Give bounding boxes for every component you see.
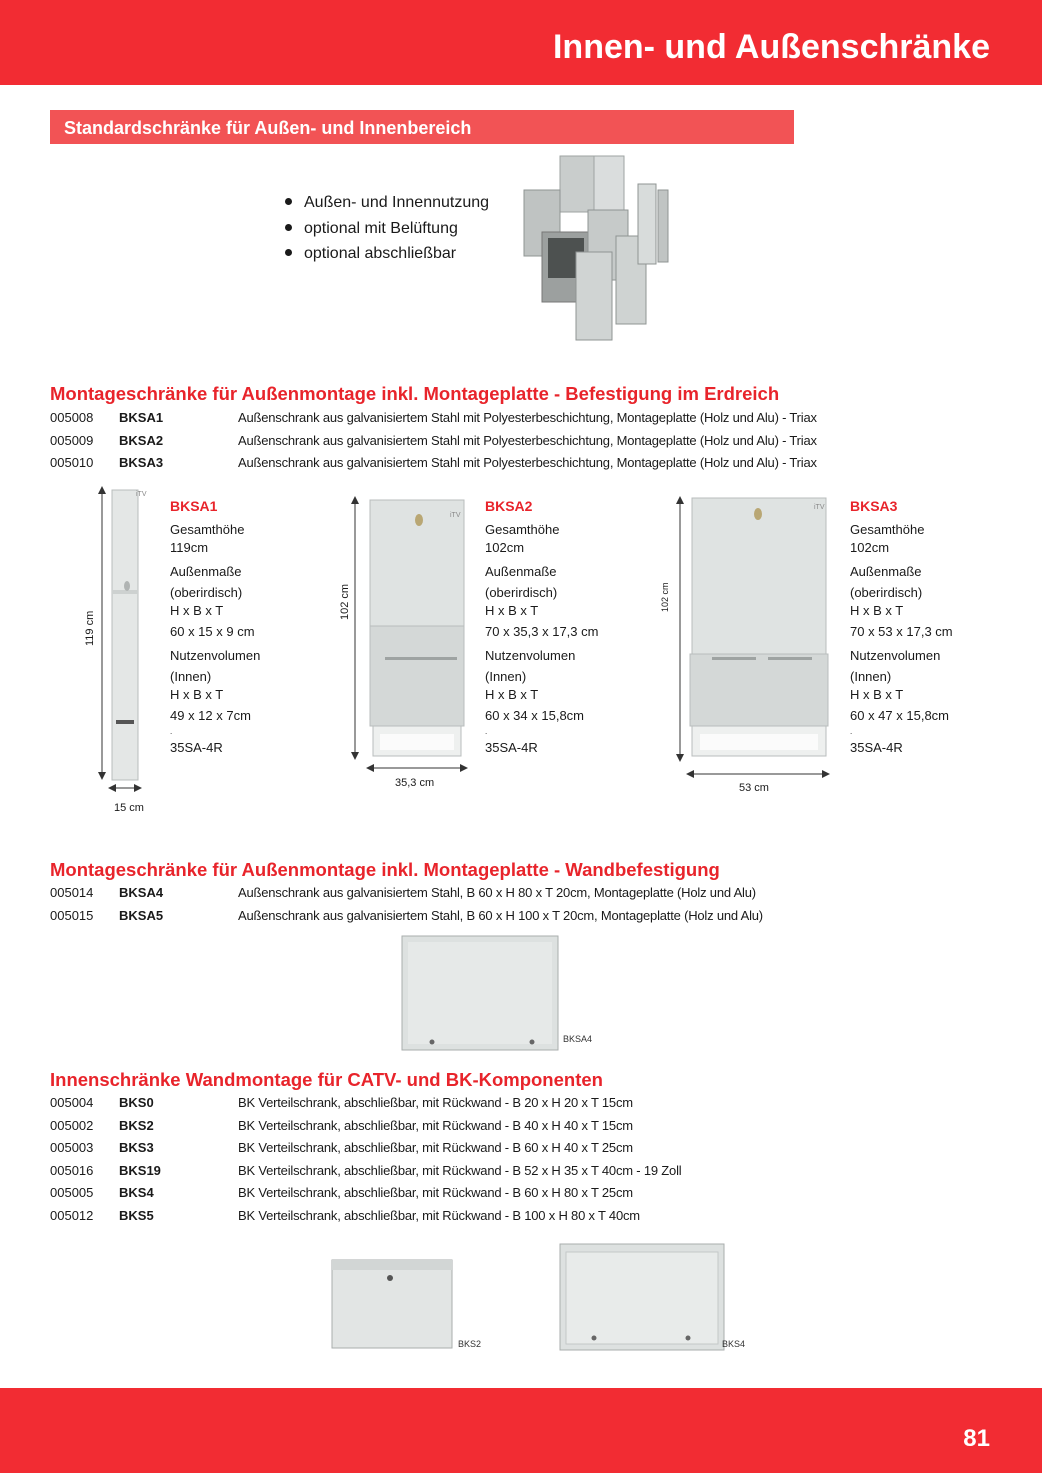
bks4-image xyxy=(558,1242,726,1352)
feature-list xyxy=(285,190,489,267)
product-row xyxy=(50,1208,990,1231)
dim-vertical-label: 102 cm xyxy=(339,583,351,620)
product-row xyxy=(50,1163,990,1186)
cabinet-brand-label: iTV xyxy=(814,504,825,511)
article-number: 005004 xyxy=(50,1095,94,1110)
model-name: BKS4 xyxy=(119,1185,154,1200)
bullet-icon xyxy=(285,249,292,256)
product-description: Außenschrank aus galvanisiertem Stahl mit Polyesterbeschichtung, Montageplatte (Holz und Alu) - Triax xyxy=(238,455,817,470)
product-description: BK Verteilschrank, abschließbar, mit Rückwand - B 60 x H 80 x T 25cm xyxy=(238,1185,633,1200)
cabinet-brand-label: iTV xyxy=(450,512,461,519)
product-description: Außenschrank aus galvanisiertem Stahl, B 60 x H 80 x T 20cm, Montageplatte (Holz und Alu) xyxy=(238,885,756,900)
bullet-icon xyxy=(285,198,292,205)
dim-vertical-label: 119 cm xyxy=(84,610,96,646)
article-number: 005002 xyxy=(50,1117,94,1133)
dim-horizontal-label: 53 cm xyxy=(739,782,769,794)
product-row xyxy=(50,1118,990,1141)
bksa2-figure xyxy=(345,494,470,776)
product-row xyxy=(50,885,990,908)
spec-block-bksa3: BKSA3 Gesamthöhe 102cm Außenmaße (oberirdisch) H x B x T 70 x 53 x 17,3 cm Nutzenvolumen (Innen) H x B x T 60 x 47 x 15,8cm . 35SA-4R xyxy=(850,498,953,755)
article-number: 005016 xyxy=(50,1162,94,1178)
cabinet-collage-image xyxy=(518,152,678,344)
product-description: BK Verteilschrank, abschließbar, mit Rückwand - B 60 x H 40 x T 25cm xyxy=(238,1140,633,1155)
feature-item: Außen- und Innennutzung xyxy=(285,190,489,216)
dim-horizontal-label: 35,3 cm xyxy=(395,777,435,789)
bks2-image xyxy=(330,1258,454,1350)
product-row xyxy=(50,1185,990,1208)
section-heading: Montageschränke für Außenmontage inkl. Montageplatte - Wandbefestigung xyxy=(50,859,720,880)
product-description: Außenschrank aus galvanisiertem Stahl, B 60 x H 100 x T 20cm, Montageplatte (Holz und Alu) xyxy=(238,907,763,923)
product-description: BK Verteilschrank, abschließbar, mit Rückwand - B 40 x H 40 x T 15cm xyxy=(238,1117,633,1133)
product-row xyxy=(50,908,990,931)
model-name: BKSA3 xyxy=(119,455,164,470)
cabinet-brand-label: iTV xyxy=(136,491,147,498)
article-number: 005005 xyxy=(50,1185,94,1200)
spec-block-bksa1: BKSA1 Gesamthöhe 119cm Außenmaße (oberirdisch) H x B x T 60 x 15 x 9 cm Nutzenvolumen (Innen) H x B x T 49 x 12 x 7cm . 35SA-4R xyxy=(170,498,261,755)
article-number: 005008 xyxy=(50,410,94,425)
image-caption: BKS2 xyxy=(458,1339,482,1349)
model-name: BKS5 xyxy=(119,1207,154,1223)
product-row xyxy=(50,455,990,478)
product-row xyxy=(50,433,990,456)
feature-item: optional mit Belüftung xyxy=(285,216,489,242)
article-number: 005010 xyxy=(50,455,94,470)
product-description: Außenschrank aus galvanisiertem Stahl mit Polyesterbeschichtung, Montageplatte (Holz und Alu) - Triax xyxy=(238,432,817,448)
model-name: BKSA1 xyxy=(119,410,164,425)
product-row xyxy=(50,1095,990,1118)
model-name: BKS0 xyxy=(119,1095,154,1110)
model-name: BKSA4 xyxy=(119,885,164,900)
article-number: 005003 xyxy=(50,1140,94,1155)
model-name: BKS3 xyxy=(119,1140,154,1155)
product-row xyxy=(50,1140,990,1163)
model-name: BKS2 xyxy=(119,1117,154,1133)
image-caption: BKS4 xyxy=(722,1339,746,1349)
product-description: Außenschrank aus galvanisiertem Stahl mit Polyesterbeschichtung, Montageplatte (Holz und Alu) - Triax xyxy=(238,410,817,425)
spec-model-title: BKSA2 xyxy=(485,498,533,514)
spec-model-title: BKSA3 xyxy=(850,498,898,514)
bksa3-figure xyxy=(670,494,832,784)
feature-item: optional abschließbar xyxy=(285,241,489,267)
bksa1-figure xyxy=(90,484,150,814)
spec-block-bksa2: BKSA2 Gesamthöhe 102cm Außenmaße (oberirdisch) H x B x T 70 x 35,3 x 17,3 cm Nutzenvolumen (Innen) H x B x T 60 x 34 x 15,8cm . 35SA-4R xyxy=(485,498,599,755)
model-name: BKSA5 xyxy=(119,907,164,923)
article-number: 005015 xyxy=(50,907,94,923)
spec-model-title: BKSA1 xyxy=(170,498,218,514)
article-number: 005014 xyxy=(50,885,94,900)
model-name: BKS19 xyxy=(119,1162,161,1178)
image-caption: BKSA4 xyxy=(563,1034,593,1044)
page-title: Innen- und Außenschränke xyxy=(552,28,990,66)
section-heading: Innenschränke Wandmontage für CATV- und BK-Komponenten xyxy=(50,1069,603,1090)
section-heading: Montageschränke für Außenmontage inkl. Montageplatte - Befestigung im Erdreich xyxy=(50,383,780,404)
product-description: BK Verteilschrank, abschließbar, mit Rückwand - B 100 x H 80 x T 40cm xyxy=(238,1207,640,1223)
article-number: 005009 xyxy=(50,432,94,448)
article-number: 005012 xyxy=(50,1207,94,1223)
product-row xyxy=(50,410,990,433)
page-number: 81 xyxy=(963,1425,990,1452)
section-bar-title: Standardschränke für Außen- und Innenbereich xyxy=(64,118,472,138)
bksa4-image xyxy=(400,934,560,1052)
bullet-icon xyxy=(285,224,292,231)
dim-horizontal-label: 15 cm xyxy=(114,802,144,814)
model-name: BKSA2 xyxy=(119,432,164,448)
product-description: BK Verteilschrank, abschließbar, mit Rückwand - B 20 x H 20 x T 15cm xyxy=(238,1095,633,1110)
footer-band xyxy=(0,1388,1042,1473)
dim-vertical-label: 102 cm xyxy=(660,582,670,612)
product-description: BK Verteilschrank, abschließbar, mit Rückwand - B 52 x H 35 x T 40cm - 19 Zoll xyxy=(238,1162,682,1178)
